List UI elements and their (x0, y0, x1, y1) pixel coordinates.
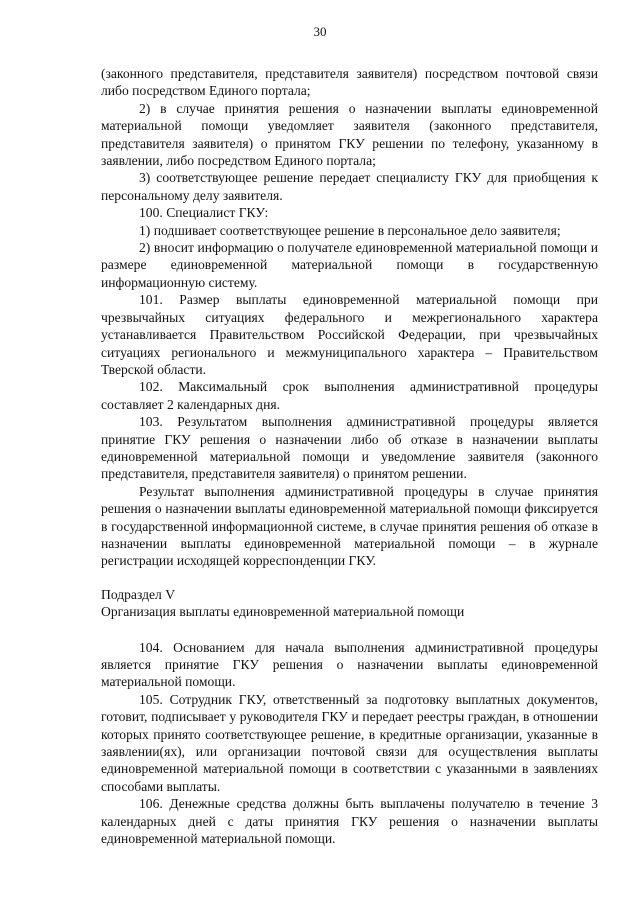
subsection-title: Организация выплаты единовременной материальной помощи (101, 604, 465, 620)
paragraph-100: 100. Специалист ГКУ: (139, 205, 269, 221)
paragraph-item-3: 3) соответствующее решение передает специалисту ГКУ для приобщения к персональному делу заявителя. (101, 170, 598, 203)
paragraph-item-2: 2) в случае принятия решения о назначении выплаты единовременной материальной помощи уведомляет заявителя (законного представителя, представителя заявителя) о принятом ГКУ решении по телефону, указанному в заявлении, либо посредством Единого портала; (101, 100, 598, 169)
paragraph-102: 102. Максимальный срок выполнения административной процедуры составляет 2 календарных дня. (101, 379, 598, 412)
paragraph-101: 101. Размер выплаты единовременной материальной помощи при чрезвычайных ситуациях федерального и межрегионального характера устанавливается Правительством Российской Федерации, при чрезвычайных ситуациях регионального и межмуниципального характера – Правительством Тверской области. (101, 292, 598, 377)
page-number: 30 (313, 24, 327, 39)
paragraph-105: 105. Сотрудник ГКУ, ответственный за подготовку выплатных документов, готовит, подписывает у руководителя ГКУ и передает реестры граждан, в отношении которых принято соответствующее решение, в кредитные организации, указанные в заявлении(ях), или организации почтовой связи для осуществления выплаты единовременной материальной помощи в соответствии с указанными в заявлениях способами выплаты. (101, 691, 598, 794)
spacer (101, 621, 598, 639)
paragraph-100-item-1: 1) подшивает соответствующее решение в персональное дело заявителя; (139, 222, 561, 238)
paragraph-104: 104. Основанием для начала выполнения административной процедуры является принятие ГКУ решения о назначении выплаты единовременной материальной помощи. (101, 639, 598, 690)
spacer (101, 570, 598, 586)
paragraph-103-result: Результат выполнения административной процедуры в случае принятия решения о назначении выплаты единовременной материальной помощи фиксируется в государственной информационной системе, в случае принятия решения об отказе в назначении выплаты единовременной материальной помощи – в журнале регистрации исходящей корреспонденции ГКУ. (101, 483, 598, 569)
document-body (101, 65, 598, 847)
paragraph-106: 106. Денежные средства должны быть выплачены получателю в течение 3 календарных дней с даты принятия ГКУ решения о назначении выплаты единовременной материальной помощи. (101, 796, 598, 847)
paragraph-100-item-2: 2) вносит информацию о получателе единовременной материальной помощи и размере единовременной материальной помощи в государственную информационную систему. (101, 240, 598, 290)
subsection-number: Подраздел V (101, 586, 176, 602)
paragraph-103: 103. Результатом выполнения административной процедуры является принятие ГКУ решения о назначении либо об отказе в назначении выплаты единовременной материальной помощи и уведомление заявителя (законного представителя, представителя заявителя) о принятом решении. (101, 414, 598, 482)
paragraph-continuation: (законного представителя, представителя заявителя) посредством почтовой связи либо посредством Единого портала; (101, 66, 598, 99)
